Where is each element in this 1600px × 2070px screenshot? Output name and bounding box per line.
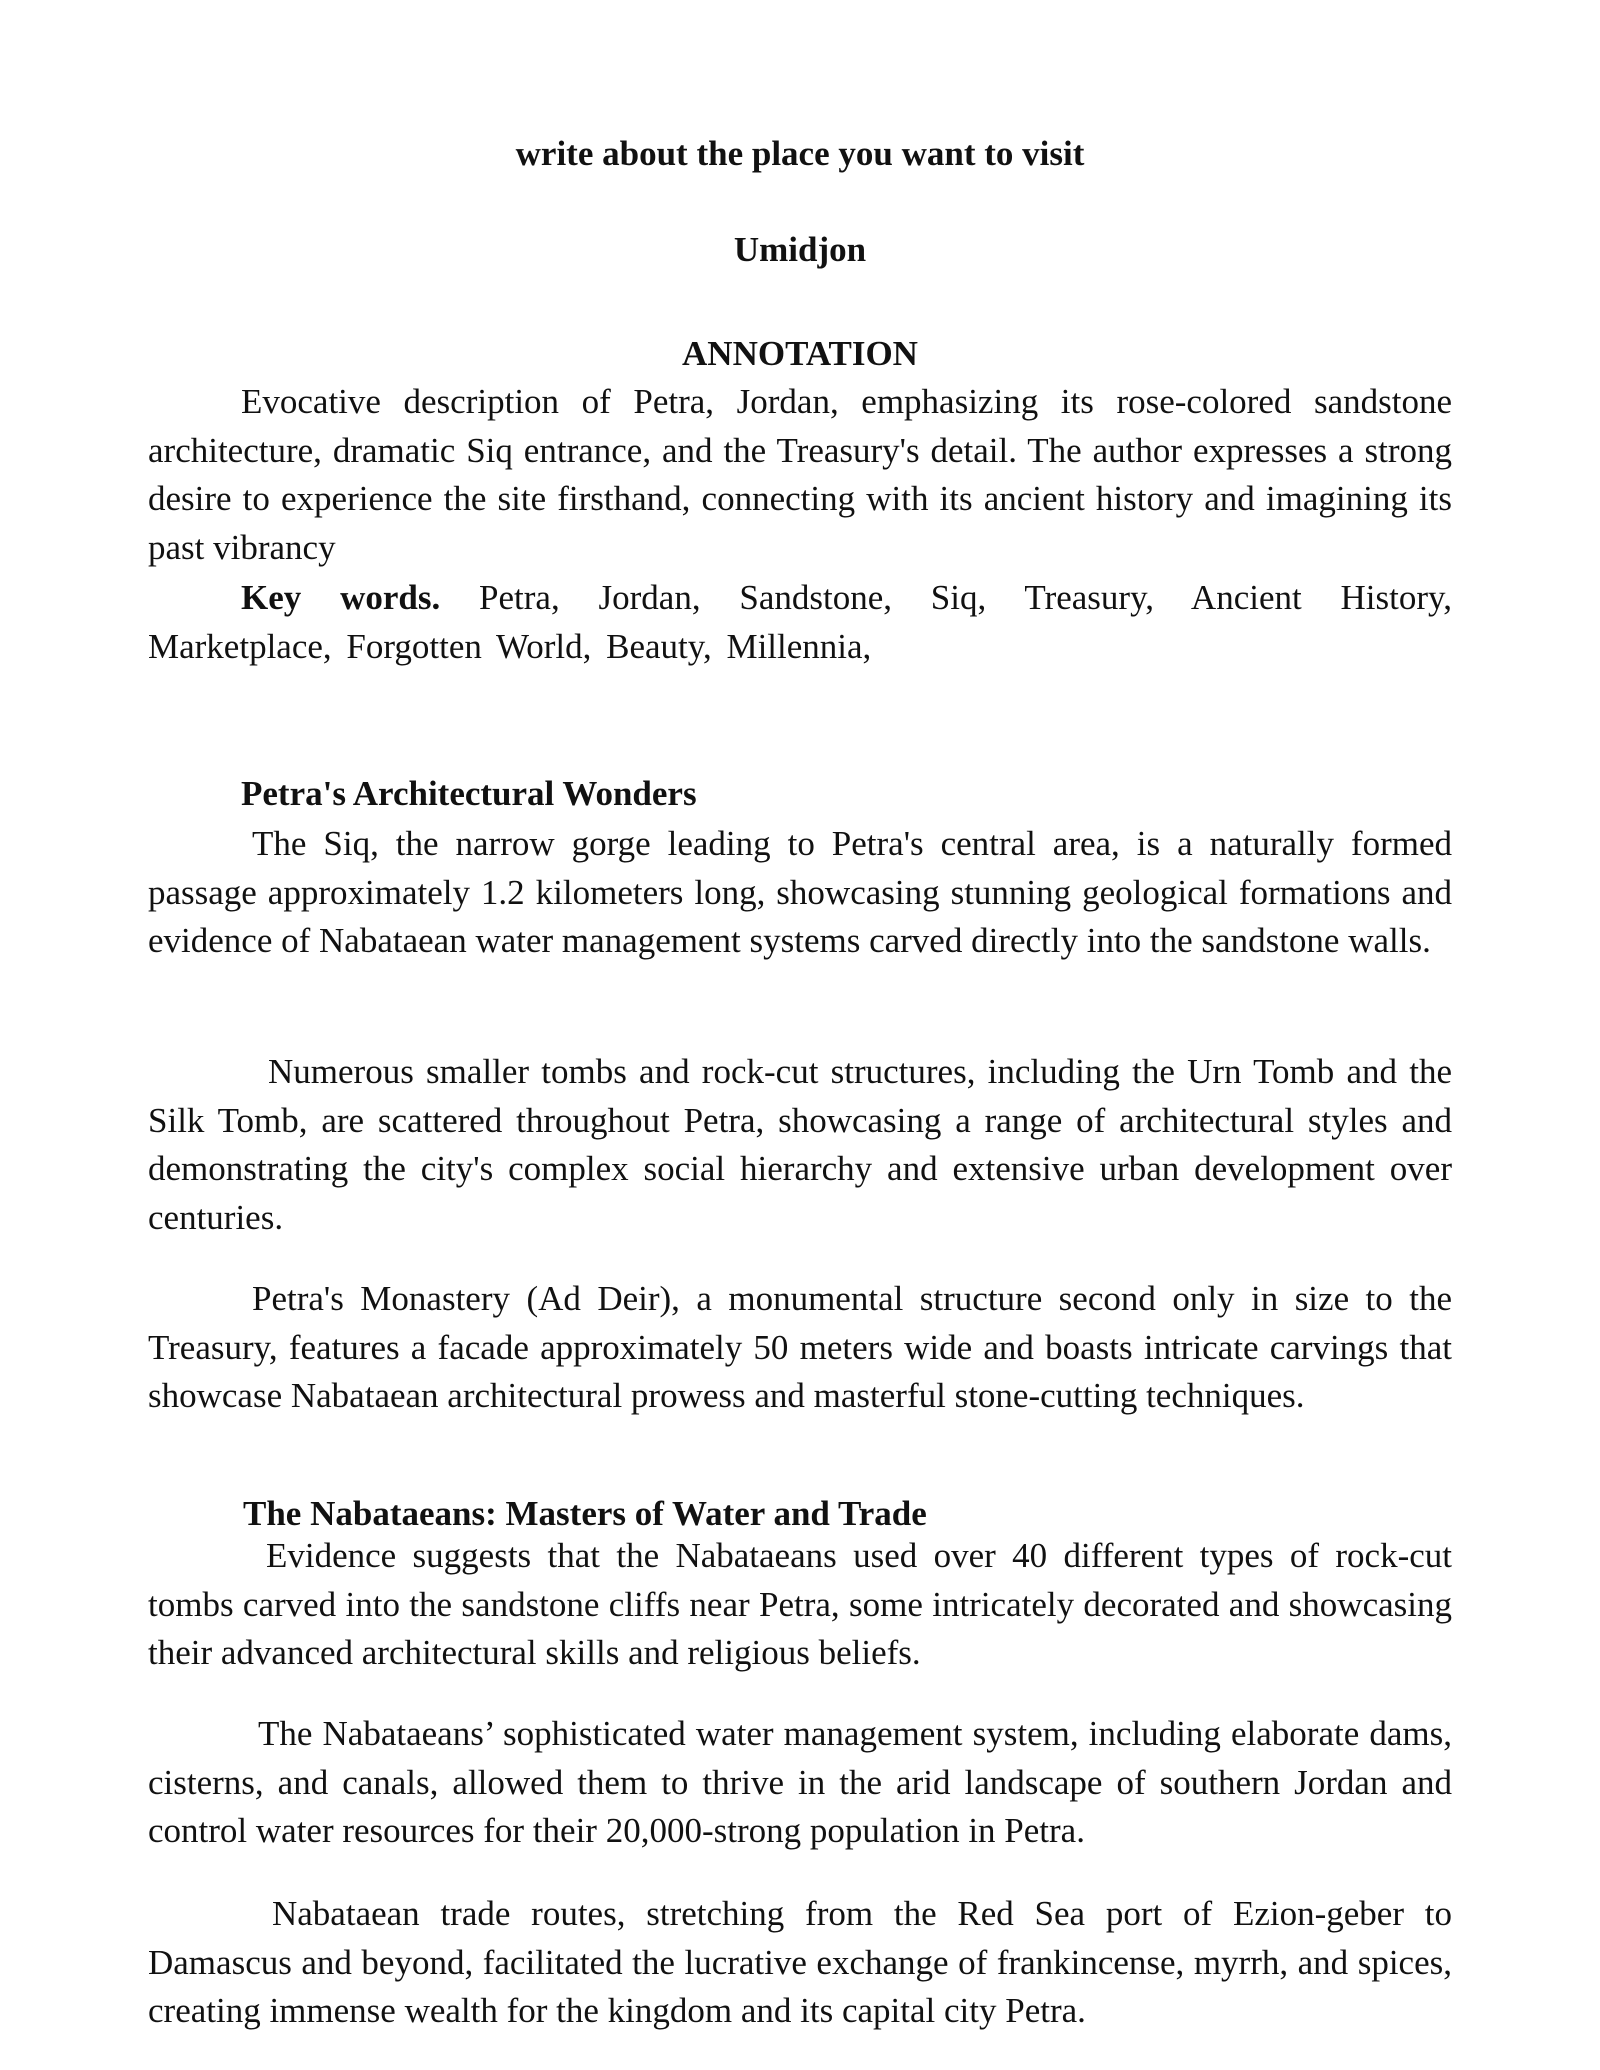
author-name: Umidjon (733, 230, 867, 269)
annotation-heading: ANNOTATION (682, 334, 918, 373)
paragraph-trade-routes: Nabataean trade routes, stretching from the Red Sea port of Ezion-geber to Damascus and beyond, facilitated the lucrative exchange of frankincense, myrrh, and spices, creating immense wealth for the kingdom and its capital city Petra. (148, 1894, 1452, 2030)
keywords-paragraph (148, 574, 1452, 671)
section-heading-architecture: Petra's Architectural Wonders (241, 774, 697, 813)
paragraph-tombs: Numerous smaller tombs and rock-cut structures, including the Urn Tomb and the Silk Tomb, are scattered throughout Petra, showcasing a range of architectural styles and demonstrating the city's complex social hierarchy and extensive urban development over centuries. (148, 1052, 1452, 1237)
paragraph-siq: The Siq, the narrow gorge leading to Petra's central area, is a naturally formed passage approximately 1.2 kilometers long, showcasing stunning geological formations and evidence of Nabataean water management systems carved directly into the sandstone walls. (148, 824, 1452, 960)
paragraph-rock-cut-tombs: Evidence suggests that the Nabataeans used over 40 different types of rock-cut tombs carved into the sandstone cliffs near Petra, some intricately decorated and showcasing their advanced architectural skills and religious beliefs. (148, 1536, 1452, 1672)
keywords-label: Key words. (241, 578, 441, 617)
keywords-list: Petra, Jordan, Sandstone, Siq, Treasury, Ancient History, Marketplace, Forgotten World, Beauty, Millennia, (148, 578, 1452, 666)
document-title: write about the place you want to visit (515, 134, 1085, 173)
paragraph-water-management: The Nabataeans’ sophisticated water management system, including elaborate dams, cisterns, and canals, allowed them to thrive in the arid landscape of southern Jordan and control water resources for their 20,000-strong population in Petra. (148, 1714, 1452, 1850)
annotation-body: Evocative description of Petra, Jordan, emphasizing its rose-colored sandstone architecture, dramatic Siq entrance, and the Treasury's detail. The author expresses a strong desire to experience the site firsthand, connecting with its ancient history and imagining its past vibrancy (148, 382, 1452, 567)
paragraph-monastery: Petra's Monastery (Ad Deir), a monumental structure second only in size to the Treasury, features a facade approximately 50 meters wide and boasts intricate carvings that showcase Nabataean architectural prowess and masterful stone-cutting techniques. (148, 1279, 1452, 1415)
section-heading-nabataeans: The Nabataeans: Masters of Water and Trade (243, 1494, 927, 1533)
